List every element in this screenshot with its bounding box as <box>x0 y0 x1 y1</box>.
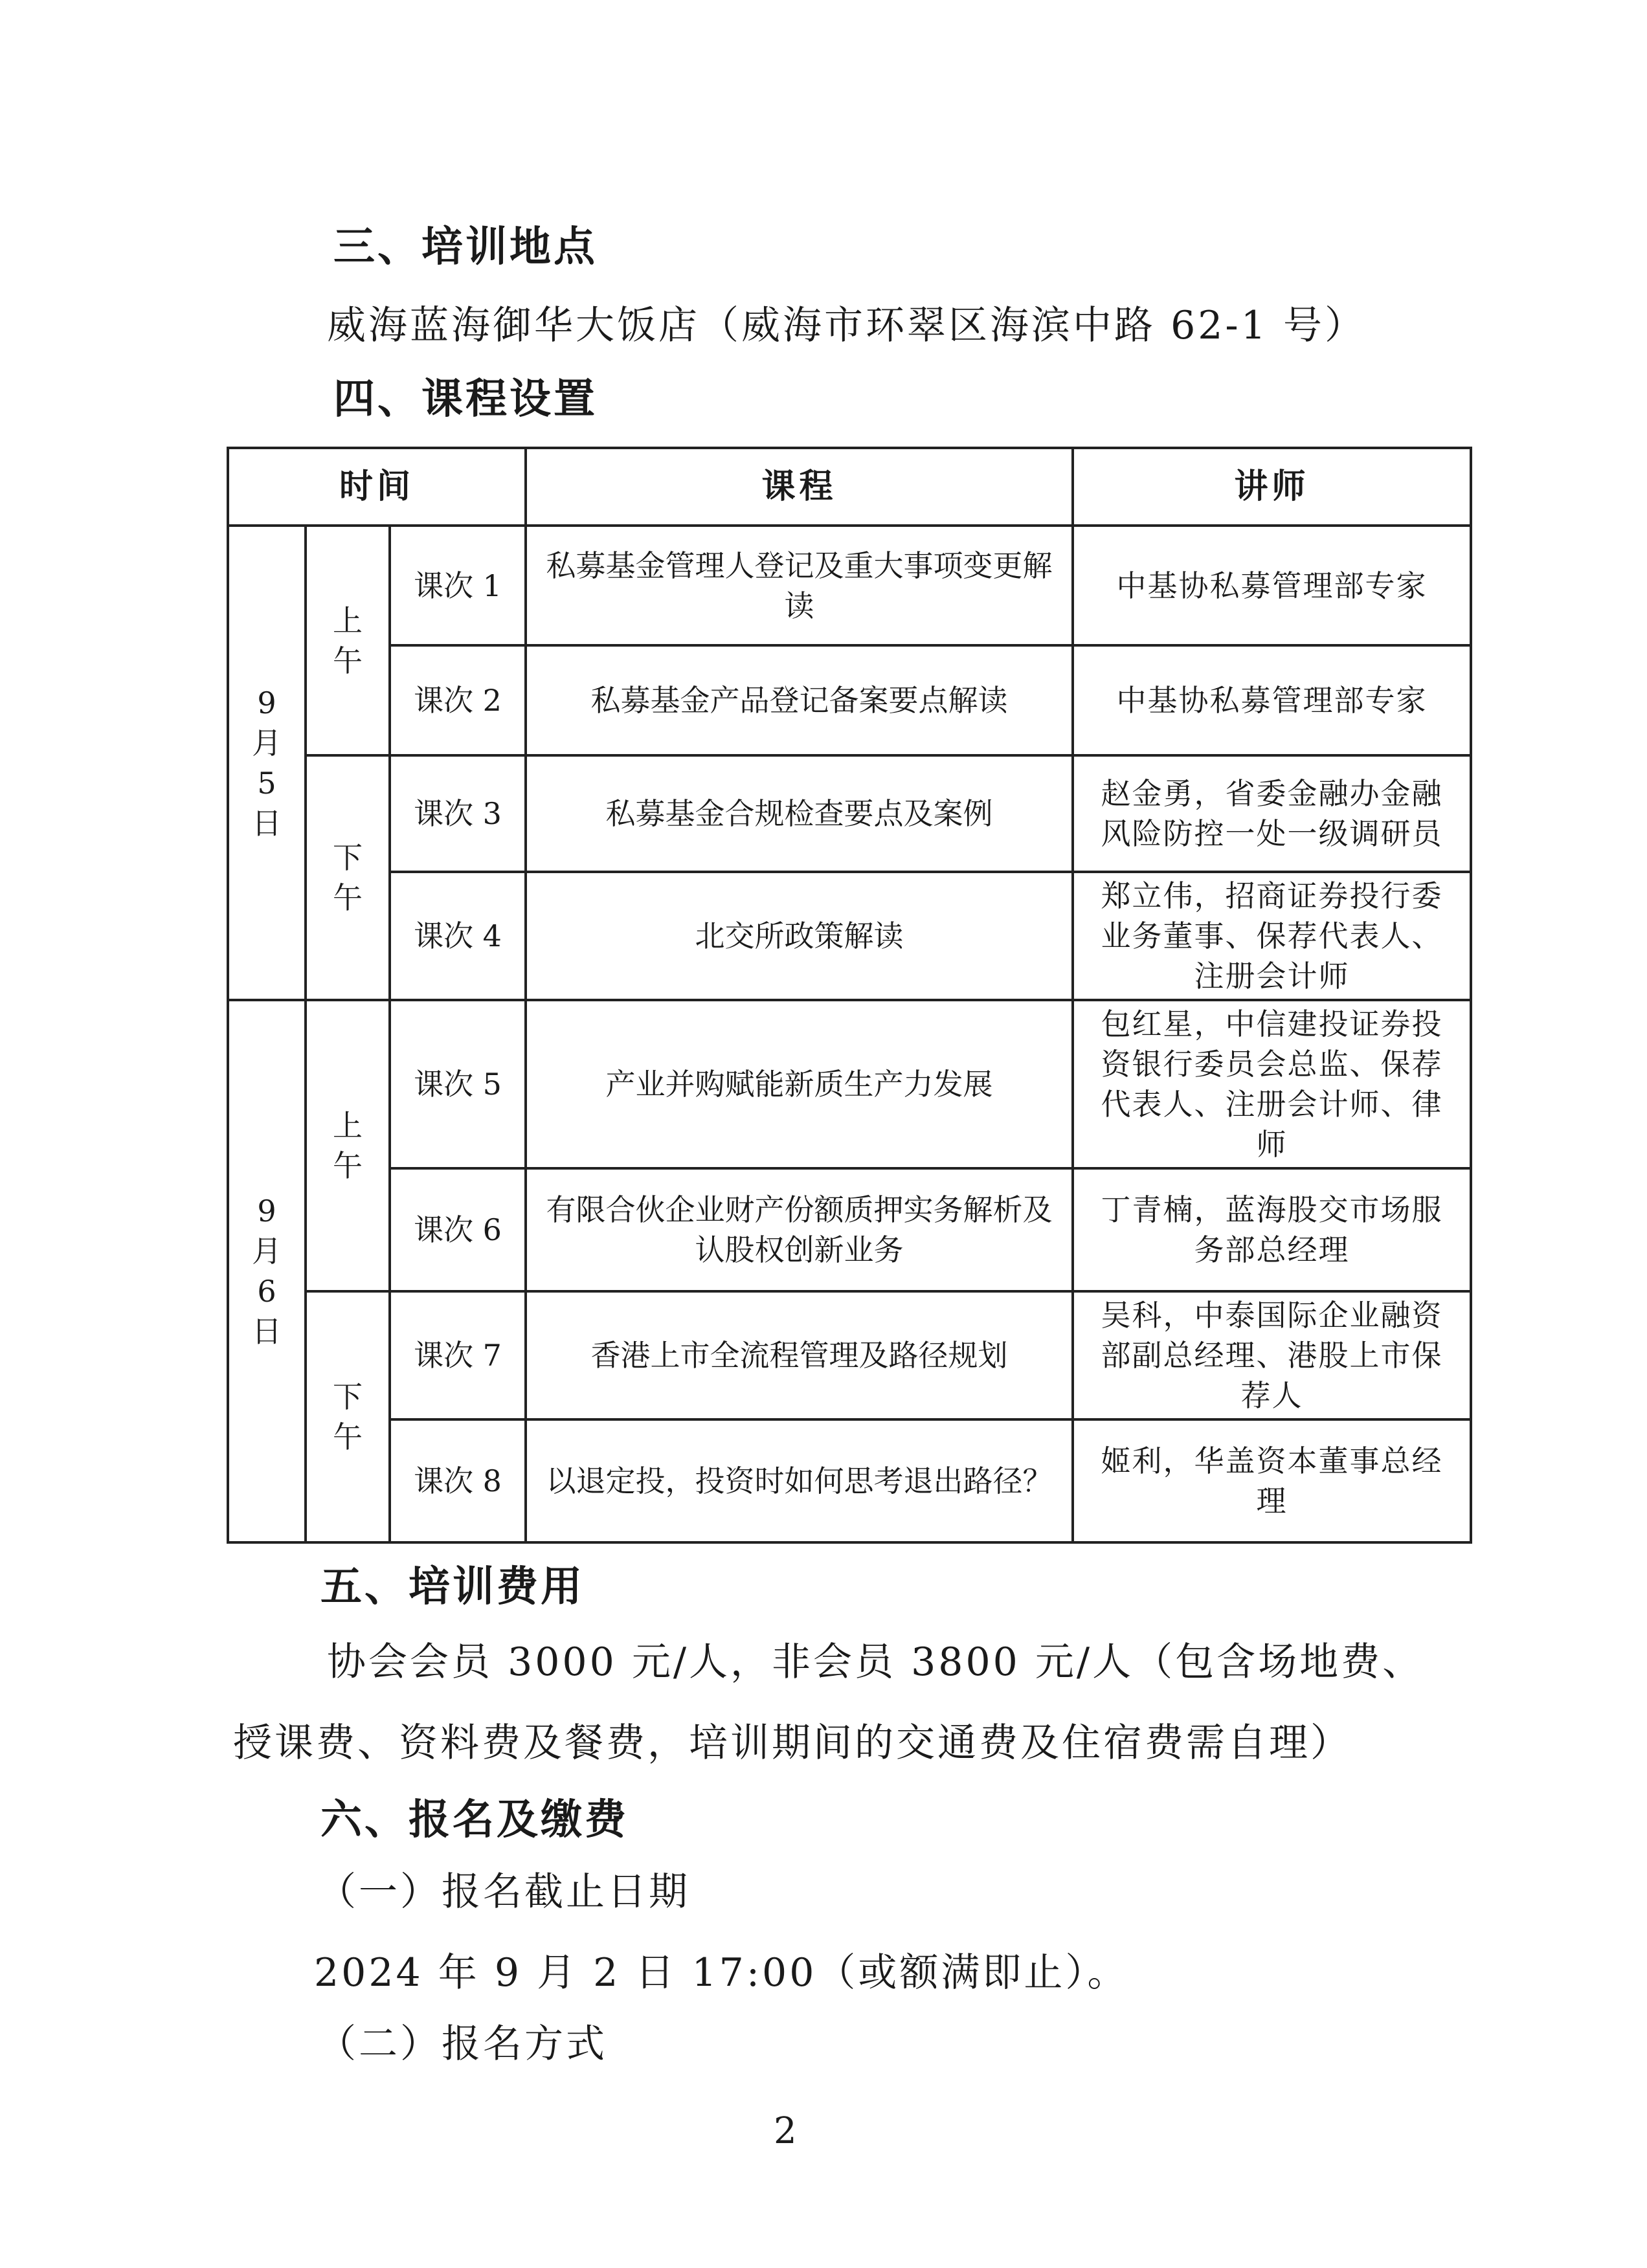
lecturer-name: 包红星，中信建投证券投资银行委员会总监、保荐代表人、注册会计师、律师 <box>1073 1000 1471 1168</box>
section-6-subheading-2: （二）报名方式 <box>317 2021 607 2067</box>
course-name: 有限合伙企业财产份额质押实务解析及认股权创新业务 <box>526 1168 1073 1291</box>
lecturer-name: 丁青楠，蓝海股交市场服务部总经理 <box>1073 1168 1471 1291</box>
lecturer-name: 郑立伟，招商证券投行委业务董事、保荐代表人、注册会计师 <box>1073 872 1471 1000</box>
table-row <box>228 526 1471 645</box>
period-cell-pm: 下 午 <box>306 755 390 1000</box>
course-name: 以退定投，投资时如何思考退出路径？ <box>526 1419 1073 1542</box>
session-label: 课次 7 <box>390 1291 526 1419</box>
section-6-deadline: 2024 年 9 月 2 日 17:00（或额满即止）。 <box>314 1950 1129 1996</box>
session-label: 课次 8 <box>390 1419 526 1542</box>
session-label: 课次 5 <box>390 1000 526 1168</box>
table-row <box>228 872 1471 1000</box>
section-6-subheading-1: （一）报名截止日期 <box>317 1869 690 1915</box>
header-lecturer: 讲师 <box>1073 448 1471 526</box>
lecturer-name: 中基协私募管理部专家 <box>1073 526 1471 645</box>
session-label: 课次 6 <box>390 1168 526 1291</box>
section-3-body: 威海蓝海御华大饭店（威海市环翠区海滨中路 62-1 号） <box>327 303 1366 348</box>
course-schedule-table <box>227 447 1472 1544</box>
table-row <box>228 1291 1471 1419</box>
period-cell-am: 上 午 <box>306 526 390 755</box>
page-number: 2 <box>774 2110 797 2152</box>
header-course: 课程 <box>526 448 1073 526</box>
day-cell-sep5: 9 月 5 日 <box>228 526 306 1000</box>
course-name: 香港上市全流程管理及路径规划 <box>526 1291 1073 1419</box>
course-name: 北交所政策解读 <box>526 872 1073 1000</box>
section-6-title: 六、报名及缴费 <box>320 1796 629 1844</box>
period-cell-pm: 下 午 <box>306 1291 390 1542</box>
period-cell-am: 上 午 <box>306 1000 390 1291</box>
section-5-line-1: 协会会员 3000 元/人，非会员 3800 元/人（包含场地费、 <box>327 1640 1424 1685</box>
lecturer-name: 赵金勇，省委金融办金融风险防控一处一级调研员 <box>1073 755 1471 872</box>
section-3-title: 三、培训地点 <box>333 223 598 271</box>
session-label: 课次 1 <box>390 526 526 645</box>
table-row <box>228 645 1471 755</box>
course-name: 私募基金合规检查要点及案例 <box>526 755 1073 872</box>
table-row <box>228 1000 1471 1168</box>
section-5-title: 五、培训费用 <box>320 1563 585 1611</box>
lecturer-name: 姬利，华盖资本董事总经理 <box>1073 1419 1471 1542</box>
course-name: 产业并购赋能新质生产力发展 <box>526 1000 1073 1168</box>
header-time: 时间 <box>228 448 526 526</box>
lecturer-name: 吴科，中泰国际企业融资部副总经理、港股上市保荐人 <box>1073 1291 1471 1419</box>
section-5-line-2: 授课费、资料费及餐费，培训期间的交通费及住宿费需自理） <box>233 1720 1352 1766</box>
session-label: 课次 3 <box>390 755 526 872</box>
day-cell-sep6: 9 月 6 日 <box>228 1000 306 1542</box>
lecturer-name: 中基协私募管理部专家 <box>1073 645 1471 755</box>
section-4-title: 四、课程设置 <box>333 375 598 423</box>
table-row <box>228 1168 1471 1291</box>
session-label: 课次 4 <box>390 872 526 1000</box>
table-header-row <box>228 448 1471 526</box>
table-row <box>228 1419 1471 1542</box>
course-name: 私募基金管理人登记及重大事项变更解读 <box>526 526 1073 645</box>
session-label: 课次 2 <box>390 645 526 755</box>
course-name: 私募基金产品登记备案要点解读 <box>526 645 1073 755</box>
table-row <box>228 755 1471 872</box>
